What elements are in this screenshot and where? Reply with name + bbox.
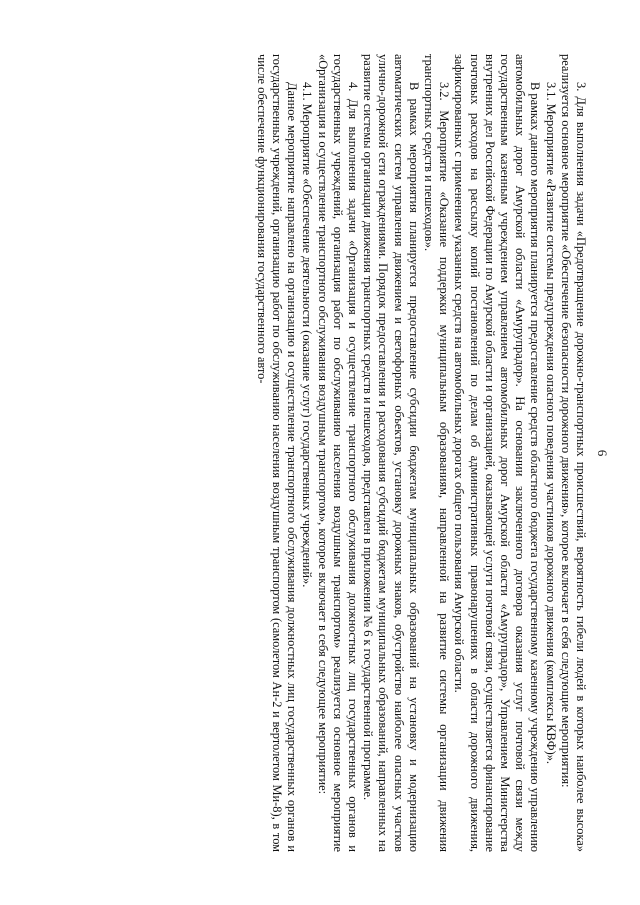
paragraph-task-3: 3. Для выполнения задачи «Предотвращение дорожно-транспортных происшествий, вероятность гибели людей в которых наиболее высока» реализуется основное мероприятие «Обеспечение безопасности дорожного движения», которое включает в себя следующие мероприятия: xyxy=(558,53,588,852)
document-page xyxy=(20,22,620,884)
paragraph-task-4: 4. Для выполнения задачи «Организация и осуществление транспортного обслуживания должностных лиц государственных органов и государственных учреждений, организация работ по обслуживанию населения воздушным транспортом» реализуется основное мероприятие «Организация и осуществление транспортного обслуживания воздушным транспортом», которое включает в себя следующее мероприятие: xyxy=(315,53,360,852)
paragraph-measure-3-1: 3.1. Мероприятие «Развитие системы предупреждения опасного поведения участников дорожного движения (комплексы КВФ)». xyxy=(543,81,558,764)
paragraph-measure-3-2: 3.2. Мероприятие «Оказание поддержки муниципальным образованиям, направленной на развитие системы организации движения транспортных средств и пешеходов». xyxy=(421,53,452,852)
paragraph-measure-4-1-details: Данное мероприятие направлено на организацию и осуществление транспортного обслуживания должностных лиц государственных органов и государственных учреждений, организацию работ по обслуживанию населения воздушным транспортом (самолетом Ан-2 и вертолетом Ми-8), в том числе обеспечение функционирования государственного авто- xyxy=(254,53,300,852)
page-number: 6 xyxy=(595,449,610,456)
paragraph-measure-3-2-details: В рамках мероприятия планируется предоставление субсидии бюджетам муниципальных образований на установку и модернизацию автоматических систем управления движением и светофорных объектов, установку дорожных знаков, обустройство наиболее опасных участков улично-дорожной сети ограждениями. Порядок предоставления и расходования субсидий бюджетам муниципальных образований, направленных на развитие системы организации движения транспортных средств и пешеходов, представлен в приложении № 6 к государственной программе. xyxy=(361,53,421,852)
paragraph-measure-4-1: 4.1. Мероприятие «Обеспечение деятельности (оказание услуг) государственных учреждений». xyxy=(300,81,315,587)
paragraph-measure-3-1-details: В рамках данного мероприятия планируется предоставление средств областного бюджета государственному казенному учреждению управлению автомобильных дорог Амурской области «Амурупрадор». На основании заключенного договора оказания услуг почтовой связи между государственным казенным учреждением управлением автомобильных дорог Амурской области «Амурупрадор», Управлением Министерства внутренних дел Российской Федерации по Амурской области и организацией, оказывающей услуги почтовой связи, осуществляется финансирование почтовых расходов на рассылку копий постановлений по делам об административных правонарушениях в области дорожного движения, зафиксированных с применением указанных средств на автомобильных дорогах общего пользования Амурской области. xyxy=(452,53,543,852)
